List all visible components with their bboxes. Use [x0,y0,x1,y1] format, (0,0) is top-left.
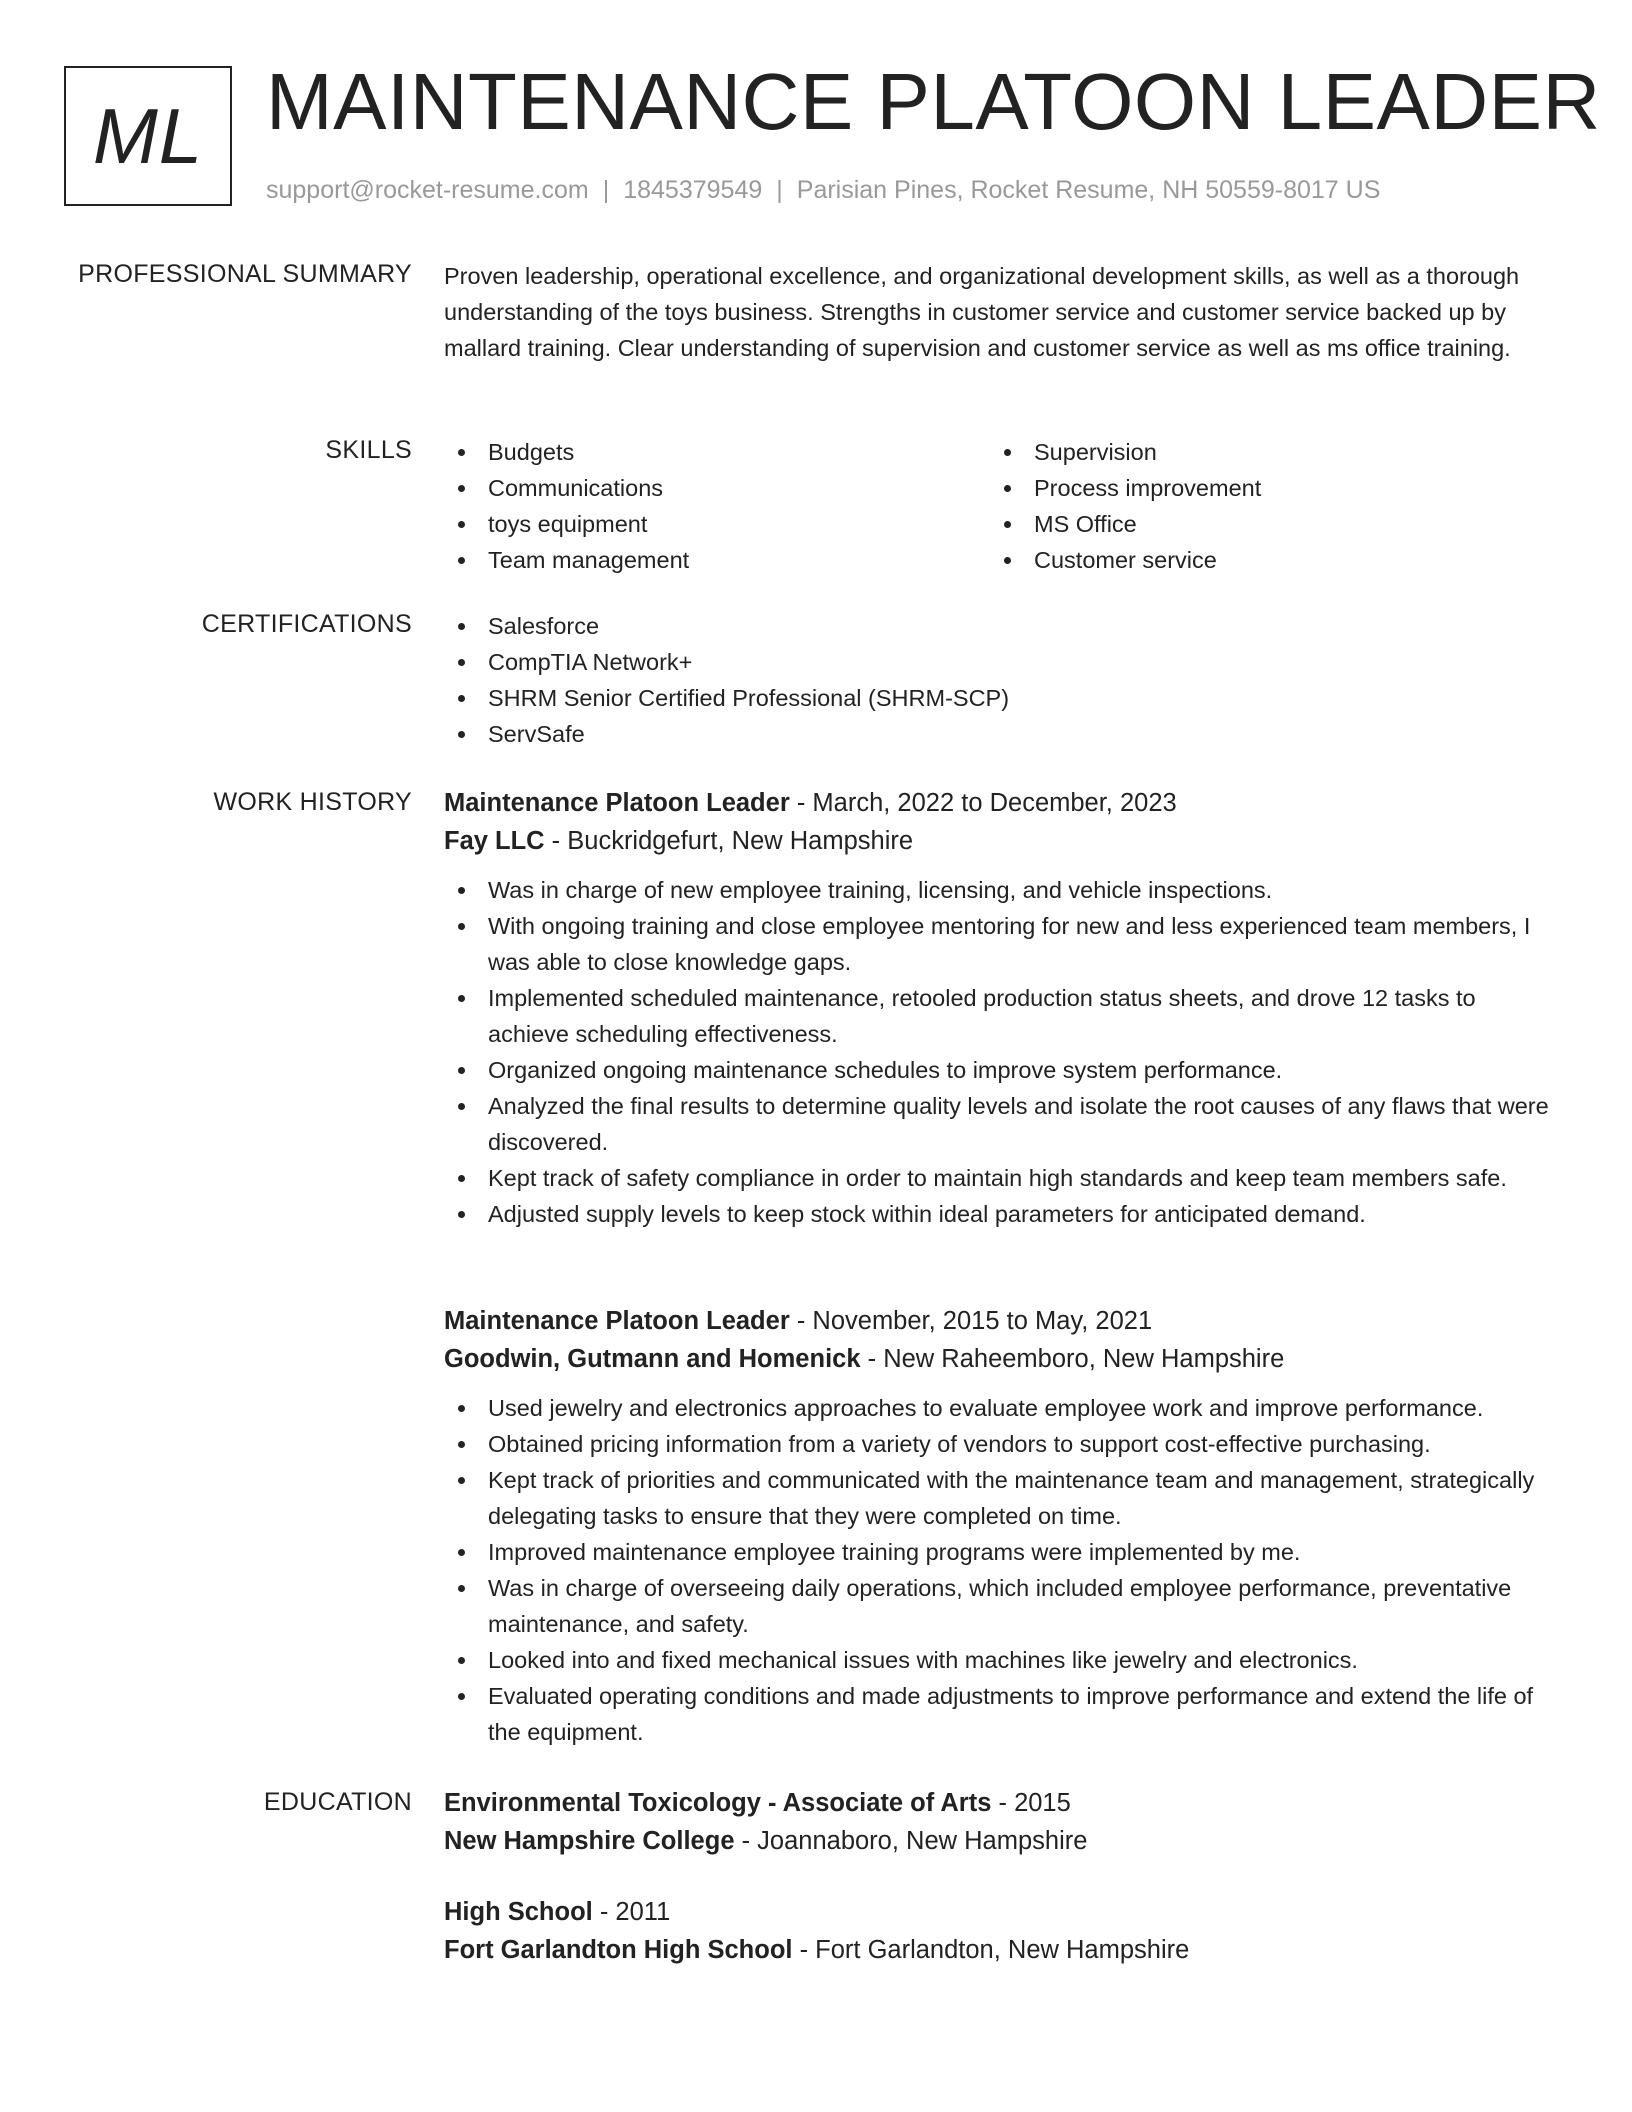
skill-item: toys equipment [444,506,990,542]
company-location: - Buckridgefurt, New Hampshire [544,827,914,855]
skill-item: Process improvement [990,470,1536,506]
job-bullet: Improved maintenance employee training programs were implemented by me. [444,1534,1556,1570]
job-bullet: Adjusted supply levels to keep stock within ideal parameters for anticipated demand. [444,1196,1556,1232]
school-name: Fort Garlandton High School [444,1936,793,1964]
contact-separator: | [602,176,610,204]
education-entry [444,1784,1556,1860]
resume-title: MAINTENANCE PLATOON LEADER [266,57,1601,146]
certification-item: CompTIA Network+ [444,644,1556,680]
job-bullet: Was in charge of overseeing daily operations, which included employee performance, preventative maintenance, and safety. [444,1570,1556,1642]
certification-item: SHRM Senior Certified Professional (SHRM-SCP) [444,680,1556,716]
skill-item: MS Office [990,506,1536,542]
job-bullets [444,1390,1556,1750]
degree-name: High School [444,1898,593,1926]
school-location: - Joannaboro, New Hampshire [734,1827,1088,1855]
section-label-work-history: WORK HISTORY [213,788,412,816]
company-name: Fay LLC [444,827,545,855]
contact-separator: | [776,176,783,204]
job-company-line [444,822,1556,860]
graduation-year: - 2011 [592,1898,671,1926]
section-label-summary: PROFESSIONAL SUMMARY [78,260,412,288]
education-entry [444,1893,1556,1969]
education-heading [444,1784,1556,1822]
job-bullet: Kept track of safety compliance in order to maintain high standards and keep team members safe. [444,1160,1556,1196]
contact-line [266,174,1380,206]
skill-item: Supervision [990,434,1536,470]
school-line [444,1931,1556,1969]
job-bullet: Analyzed the final results to determine quality levels and isolate the root causes of any flaws that were discovered. [444,1088,1556,1160]
skills-list-left [444,434,990,578]
school-location: - Fort Garlandton, New Hampshire [792,1936,1190,1964]
education-heading [444,1893,1556,1931]
job-bullet: Implemented scheduled maintenance, retooled production status sheets, and drove 12 tasks to achieve scheduling effectiveness. [444,980,1556,1052]
monogram-logo [64,66,232,206]
job-title: Maintenance Platoon Leader [444,1307,790,1335]
job-bullet: Evaluated operating conditions and made adjustments to improve performance and extend the life of the equipment. [444,1678,1556,1750]
certification-item: ServSafe [444,716,1556,752]
skill-item: Communications [444,470,990,506]
section-label-education: EDUCATION [263,1788,412,1816]
job-bullet: Obtained pricing information from a variety of vendors to support cost-effective purchasing. [444,1426,1556,1462]
job-bullet: Was in charge of new employee training, licensing, and vehicle inspections. [444,872,1556,908]
certification-item: Salesforce [444,608,1556,644]
job-dates: - March, 2022 to December, 2023 [789,789,1177,817]
job-bullet: Kept track of priorities and communicated with the maintenance team and management, strategically delegating tasks to ensure that they were completed on time. [444,1462,1556,1534]
job-title: Maintenance Platoon Leader [444,789,790,817]
school-name: New Hampshire College [444,1827,735,1855]
skills-list-right [990,434,1536,578]
summary-text: Proven leadership, operational excellence, and organizational development skills, as well as a thorough understanding of the toys business. Strengths in customer service and customer service backed up by mallard training. Clear understanding of supervision and customer service as well as ms office training. [444,263,1520,361]
job-bullets [444,872,1556,1232]
certifications-list [444,608,1556,752]
job-heading [444,1302,1556,1340]
degree-name: Environmental Toxicology - Associate of Arts [444,1789,992,1817]
monogram-text: ML [92,91,204,180]
phone-number[interactable]: 1845379549 [623,176,763,204]
school-line [444,1822,1556,1860]
job-bullet: Used jewelry and electronics approaches to evaluate employee work and improve performance. [444,1390,1556,1426]
job-dates: - November, 2015 to May, 2021 [789,1307,1153,1335]
section-label-skills: SKILLS [325,436,412,464]
company-location: - New Raheemboro, New Hampshire [860,1345,1285,1373]
job-company-line [444,1340,1556,1378]
company-name: Goodwin, Gutmann and Homenick [444,1345,861,1373]
section-label-certifications: CERTIFICATIONS [201,610,412,638]
skill-item: Budgets [444,434,990,470]
job-bullet: Organized ongoing maintenance schedules to improve system performance. [444,1052,1556,1088]
job-entry [444,784,1556,1232]
job-bullet: Looked into and fixed mechanical issues with machines like jewelry and electronics. [444,1642,1556,1678]
job-heading [444,784,1556,822]
job-entry [444,1302,1556,1750]
graduation-year: - 2015 [991,1789,1071,1817]
skill-item: Customer service [990,542,1536,578]
job-bullet: With ongoing training and close employee mentoring for new and less experienced team members, I was able to close knowledge gaps. [444,908,1556,980]
email-link[interactable]: support@rocket-resume.com [266,176,589,204]
skill-item: Team management [444,542,990,578]
address: Parisian Pines, Rocket Resume, NH 50559-8017 US [796,176,1381,204]
